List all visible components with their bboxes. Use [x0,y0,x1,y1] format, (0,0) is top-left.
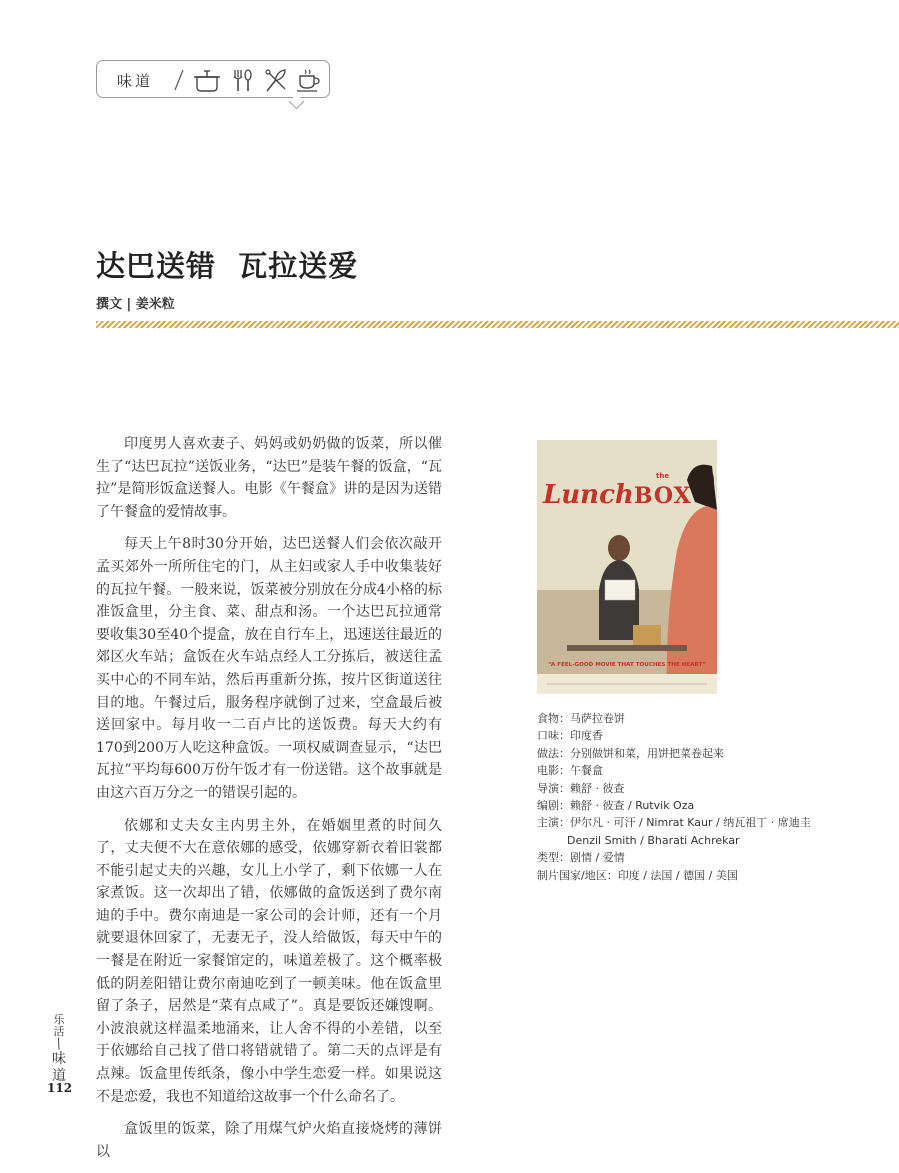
decorative-stripe [96,321,899,328]
poster-tagline: “A FEEL-GOOD MOVIE THAT TOUCHES THE HEART” [547,662,707,668]
info-row-cast [537,814,817,849]
byline: 撰文 | 姜米粒 [96,297,175,312]
info-value: 印度香 [570,729,603,743]
info-row-country [537,867,817,884]
info-row-genre [537,849,817,866]
info-value: 伊尔凡 · 可汗 / Nimrat Kaur / 纳瓦祖丁 · 席迪圭 [570,816,811,830]
info-key: 主演： [537,816,570,830]
side-marker-slash: / [53,1035,64,1053]
info-value: 印度 / 法国 / 德国 / 美国 [617,868,738,882]
article-body [96,433,442,1173]
info-key: 编剧： [537,798,570,812]
info-row-director [537,780,817,797]
info-value: 分别做饼和菜，用饼把菜卷起来 [570,746,724,760]
info-row-writer [537,797,817,814]
info-key: 做法： [537,746,570,760]
info-value: 赖舒 · 彼查 [570,781,625,795]
divider-slash [173,68,185,92]
info-row-taste [537,727,817,744]
poster-artwork [537,440,717,694]
paragraph: 依娜和丈夫女主内男主外，在婚姻里煮的时间久了，丈夫便不大在意依娜的感受，依娜穿新衣着旧裳都不能引起丈夫的兴趣，女儿上小学了，剩下依娜一人在家煮饭。这一次却出了错，依娜做的盒饭送到了费尔南迪的手中。费尔南迪是一家公司的会计师，还有一个月就要退休回家了，无妻无子，没人给做饭，每天中午的一餐是在附近一家餐馆定的，味道差极了。这个概率极低的阴差阳错让费尔南迪吃到了一顿美味。他在饭盒里留了条子，居然是“菜有点咸了”。真是要饭还嫌馊啊。小波浪就这样温柔地涌来，让人舍不得的小差错，以至于依娜给自己找了借口将错就错了。第二天的点评是有点辣。饭盒里传纸条，像小中学生恋爱一样。如果说这不是恋爱，我也不知道给这故事一个什么命名了。 [96,817,442,1105]
cutlery-icon [231,67,255,93]
info-key: 电影： [537,764,570,778]
info-key: 食物： [537,712,570,725]
info-value: 马萨拉卷饼 [570,712,625,725]
paragraph: 盒饭里的饭菜，除了用煤气炉火焰直接烧烤的薄饼以 [96,1121,442,1160]
side-marker-top: 乐活 [53,1013,65,1038]
teacup-icon [295,67,323,93]
info-row-food [537,710,817,727]
poster-title-the: the [656,472,670,480]
section-tag [96,60,330,98]
section-label: 味道 [117,72,154,90]
info-row-method [537,745,817,762]
poster-title-box: BOX [633,483,692,509]
info-value: 午餐盒 [570,764,603,778]
poster-title-lunch: Lunch [543,480,634,510]
info-key: 口味： [537,729,570,743]
poster-title [543,480,692,510]
whisk-icon [263,67,289,93]
article-title: 达巴送错 瓦拉送爱 [96,249,359,283]
section-side-marker [49,1014,69,1085]
info-key: 导演： [537,781,570,795]
info-value-continued: Denzil Smith / Bharati Achrekar [567,833,740,847]
info-key: 类型： [537,851,570,865]
paragraph: 每天上午8时30分开始，达巴送餐人们会依次敲开孟买郊外一所所住宅的门，从主妇或家人手中收集装好的瓦拉午餐。一般来说，饭菜被分别放在分成4小格的标准饭盒里，分主食、菜、甜点和汤。一个达巴瓦拉通常要收集30至40个提盒，放在自行车上，迅速送往最近的郊区火车站；盒饭在火车站点经人工分拣后，被送往孟买中心的不同车站，然后再重新分拣，按片区街道送往目的地。午餐过后，服务程序就倒了过来，空盒最后被送回家中。每月收一二百卢比的送饭费。每天大约有170到200万人吃这种盒饭。一项权威调查显示，“达巴瓦拉”平均每600万份午饭才有一份送错。这个故事就是由这六百万分之一的错误引起的。 [96,536,442,801]
movie-poster [537,440,717,694]
side-marker-bottom: 味道 [52,1051,66,1084]
page-number: 112 [47,1081,73,1095]
paragraph: 印度男人喜欢妻子、妈妈或奶奶做的饭菜，所以催生了“达巴瓦拉”送饭业务，“达巴”是装午餐的饭盒，“瓦拉”是简形饭盒送餐人。电影《午餐盒》讲的是因为送错了午餐盒的爱情故事。 [96,436,442,520]
info-row-film [537,762,817,779]
film-info-list [537,710,817,884]
info-value: 赖舒 · 彼查 / Rutvik Oza [570,798,695,812]
info-value: 剧情 / 爱情 [570,851,625,865]
info-key: 制片国家/地区： [537,868,618,882]
pot-icon [193,67,221,93]
